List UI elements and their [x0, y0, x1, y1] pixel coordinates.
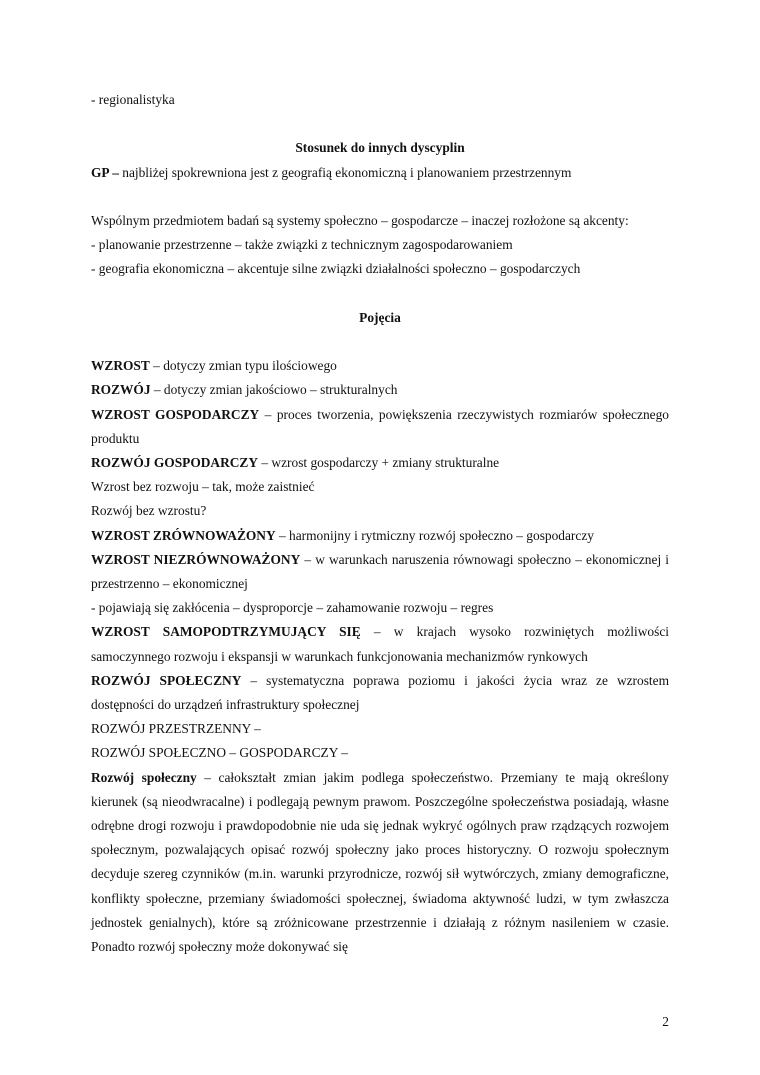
list-item-zaklocenia: - pojawiają się zakłócenia – dysproporcje – zahamowanie rozwoju – regres [91, 600, 494, 616]
paragraph-wspolny-przedmiot: Wspólnym przedmiotem badań są systemy społeczno – gospodarcze – inaczej rozłożone są akcenty: [91, 212, 629, 228]
definition-wzrost-niezrownowazony: WZROST NIEZRÓWNOWAŻONY – w warunkach naruszenia równowagi społeczno – ekonomicznej i przestrzenno – ekonomicznej [91, 551, 670, 591]
definition-wzrost-zrownowazony: WZROST ZRÓWNOWAŻONY – harmonijny i rytmiczny rozwój społeczno – gospodarczy [91, 527, 594, 543]
section-heading-pojecia: Pojęcia [359, 309, 401, 325]
gp-text: najbliżej spokrewniona jest z geografią ekonomiczną i planowaniem przestrzennym [118, 164, 572, 180]
page-content [91, 88, 669, 959]
definition-rozwoj-przestrzenny: ROZWÓJ PRZESTRZENNY – [91, 721, 261, 737]
definition-rozwoj-spoleczny-caps: ROZWÓJ SPOŁECZNY – systematyczna poprawa poziomu i jakości życia wraz ze wzrostem dostępności do urządzeń infrastruktury społecznej [91, 672, 669, 713]
definition-wzrost-gospodarczy: WZROST GOSPODARCZY – proces tworzenia, powiększenia rzeczywistych rozmiarów społecznego produktu [91, 406, 669, 446]
line-rozwoj-bez-wzrostu: Rozwój bez wzrostu? [91, 503, 207, 519]
spacer [91, 282, 669, 306]
section-heading-stosunek: Stosunek do innych dyscyplin [295, 140, 465, 156]
definition-wzrost-samopodtrzymujacy: WZROST SAMOPODTRZYMUJĄCY SIĘ – w krajach wysoko rozwiniętych możliwości samoczynnego rozwoju i ekspansji w warunkach funkcjonowania mechanizmów rynkowych [91, 624, 669, 664]
definition-rozwoj-gospodarczy: ROZWÓJ GOSPODARCZY – wzrost gospodarczy + zmiany strukturalne [91, 454, 500, 470]
paragraph-rozwoj-spoleczny: Rozwój społeczny – całokształt zmian jakim podlega społeczeństwo. Przemiany te mają określony kierunek (są nieodwracalne) i podlegają pewnym prawom. Poszczególne społeczeństwa posiadają, własne odrębne drogi rozwoju i prawdopodobnie nie uda się jednak wykryć ogólnych praw rządzących rozwojem społecznym, pozwalających opisać rozwój społeczny jako proces historyczny. O rozwoju społecznym decyduje szereg czynników (m.in. warunki przyrodnicze, rozwój sił wytwórczych, zmiany demograficzne, konflikty społeczne, przemiany świadomości społecznej, świadoma aktywność ludzi, w tym zwłaszcza jednostek genialnych), które są zróżnicowane przestrzennie i działają z różnym nasileniem w czasie. Ponadto rozwój społeczny może dokonywać się [91, 769, 669, 955]
spacer [91, 185, 669, 209]
gp-term: GP – [91, 164, 119, 180]
page-number: 2 [662, 1014, 669, 1029]
spacer [91, 330, 669, 354]
spacer [91, 112, 669, 136]
list-item-geografia: - geografia ekonomiczna – akcentuje silne związki działalności społeczno – gospodarczych [91, 261, 581, 277]
line-wzrost-bez-rozwoju: Wzrost bez rozwoju – tak, może zaistnieć [91, 479, 315, 495]
list-item-planowanie: - planowanie przestrzenne – także związki z technicznym zagospodarowaniem [91, 237, 513, 253]
definition-rozwoj-spoleczno-gospodarczy: ROZWÓJ SPOŁECZNO – GOSPODARCZY – [91, 745, 348, 761]
list-item-regionalistyka: - regionalistyka [91, 92, 175, 107]
gp-definition [91, 161, 669, 185]
definition-rozwoj: ROZWÓJ – dotyczy zmian jakościowo – strukturalnych [91, 382, 398, 398]
definition-wzrost: WZROST – dotyczy zmian typu ilościowego [91, 358, 337, 374]
